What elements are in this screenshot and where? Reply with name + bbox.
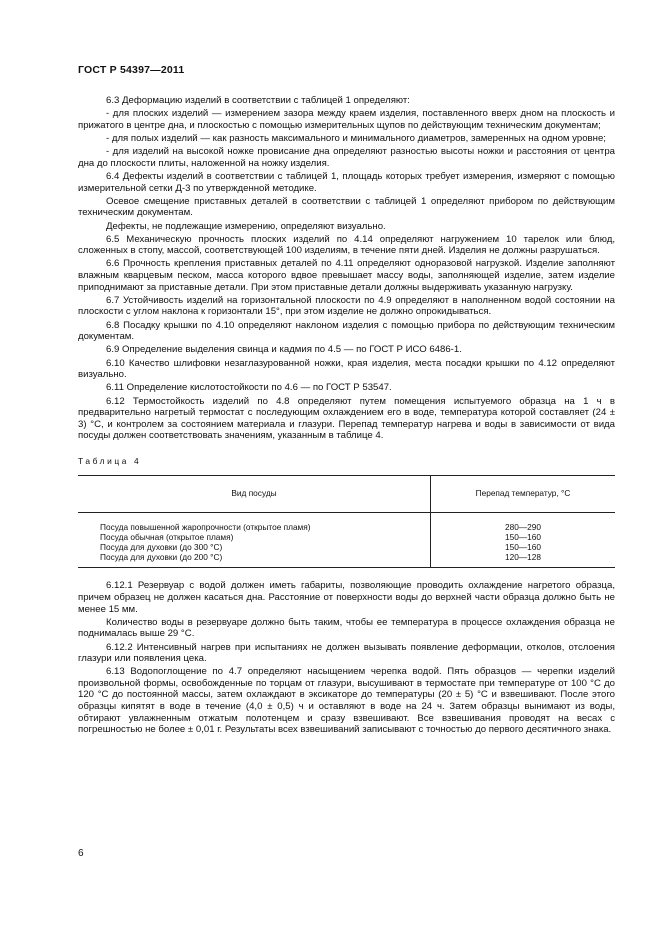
paragraph: 6.10 Качество шлифовки незаглазурованной ножки, края изделия, места посадки крышки по 4.12 определяют визуально. [78,357,615,381]
paragraph: 6.4 Дефекты изделий в соответствии с таблицей 1, площадь которых требует измерения, измеряют с помощью измерительной сетки Д-3 по утвержденной методике. [78,170,615,194]
paragraph: 6.6 Прочность крепления приставных деталей по 4.11 определяют одноразовой нагрузкой. Изделие заполняют влажным кварцевым песком, масса которого вдвое превышает массу воды, заполняющей изделие, затем изделие приподнимают за приставные детали. При этом приставные детали должны выдерживать указанную нагрузку. [78,258,615,293]
table-row [78,512,615,568]
document-header: ГОСТ Р 54397—2011 [78,64,185,76]
paragraphs-bottom [78,580,615,736]
paragraph: 6.3 Деформацию изделий в соответствии с таблицей 1 определяют: [106,95,410,106]
paragraph: 6.12.1 Резервуар с водой должен иметь габариты, позволяющие проводить охлаждение нагретого образца, причем образец не должен касаться дна. Расстояние от поверхности воды до верхней части образца должно быть не менее 15 мм. [78,580,615,615]
table-cell-line: 150—160 [505,541,541,552]
page-number: 6 [78,848,84,859]
paragraph: 6.12.2 Интенсивный нагрев при испытаниях не должен вызывать появление деформации, отколов, отслоения глазури или появления цека. [78,641,615,665]
paragraphs-top [78,95,615,442]
table-cell-line: Посуда для духовки (до 300 °С) [100,541,223,552]
paragraph: Количество воды в резервуаре должно быть таким, чтобы ее температура в процессе охлаждения образца не поднималась выше 29 °С. [78,616,615,640]
table-header-cell: Перепад температур, °С [431,475,616,512]
paragraph: 6.9 Определение выделения свинца и кадмия по 4.5 — по ГОСТ Р ИСО 6486-1. [106,344,462,356]
paragraph: - для изделий на высокой ножке провисание дна определяют разностью высоты ножки и расстояния от центра дна до плоскости плиты, наложенной на ножку изделия. [78,146,615,169]
table-cell-line: 280—290 [505,521,541,532]
paragraph: - для плоских изделий — измерением зазора между краем изделия, поставленного вверх дном на плоскость и прижатого в центре дна, и плоскостью с помощью измерительных щупов по действующим техническим документам; [78,108,615,131]
table-cell [431,512,616,568]
paragraph: 6.5 Механическую прочность плоских изделий по 4.14 определяют нагружением 10 тарелок или блюд, сложенных в стопу, массой, соответствующей 100 изделиям, в течение пяти дней. Изделия не должны разрушаться. [78,233,615,257]
table-cell-line: Посуда обычная (открытое пламя) [100,531,234,542]
paragraph: 6.13 Водопоглощение по 4.7 определяют насыщением черепка водой. Пять образцов — черепки изделий произвольной формы, освобожденные по торцам от глазури, высушивают в термостате при температуре от 100 °С до 120 °С до постоянной массы, затем охлаждают в эксикаторе до температуры (20 ± 5) °С и взвешивают. После этого образцы кипятят в воде в течение (4,0 ± 0,5) ч и оставляют в воде на 24 ч. Затем образцы вынимают из воды, обтирают увлажненным отжатым полотенцем и сразу взвешивают. Все взвешивания проводят на весах с погрешностью не более ± 0,01 г. Результаты всех взвешиваний записывают с точностью до первого десятичного знака. [78,666,615,736]
table-cell [78,512,431,568]
table-header-cell: Вид посуды [78,475,431,512]
table-cell-line: 120—128 [505,552,541,563]
table-caption: Таблица 4 [78,455,142,466]
paragraph: 6.7 Устойчивость изделий на горизонтальной плоскости по 4.9 определяют в наполненном водой состоянии на плоскости с углом наклона к горизонтали 15°, при этом изделие не должно опрокидываться. [78,294,615,318]
paragraph: Осевое смещение приставных деталей в соответствии с таблицей 1 определяют прибором по действующим техническим документам. [78,195,615,219]
table-cell-line: Посуда повышенной жаропрочности (открытое пламя) [100,521,311,532]
table-cell-line: 150—160 [505,531,541,542]
paragraph: 6.12 Термостойкость изделий по 4.8 определяют путем помещения испытуемого образца на 1 ч в предварительно нагретый термостат с последующим охлаждением его в воде, температура которой составляет (24 ± 3) °С, и контролем за состоянием материала и глазури. Перепад температур нагрева и воды в зависимости от вида посуды должен соответствовать значениям, указанным в таблице 4. [78,395,615,442]
paragraph: 6.11 Определение кислотостойкости по 4.6 — по ГОСТ Р 53547. [106,382,392,394]
data-table [78,475,615,569]
table-header-row [78,475,615,512]
document-body [78,95,615,737]
table-cell-line: Посуда для духовки (до 200 °С) [100,552,223,563]
paragraph: Дефекты, не подлежащие измерению, определяют визуально. [106,220,386,232]
paragraph: - для полых изделий — как разность максимального и минимального диаметров, замеренных на одном уровне; [106,132,606,144]
paragraph: 6.8 Посадку крышки по 4.10 определяют наклоном изделия с помощью прибора по действующим техническим документам. [78,319,615,343]
